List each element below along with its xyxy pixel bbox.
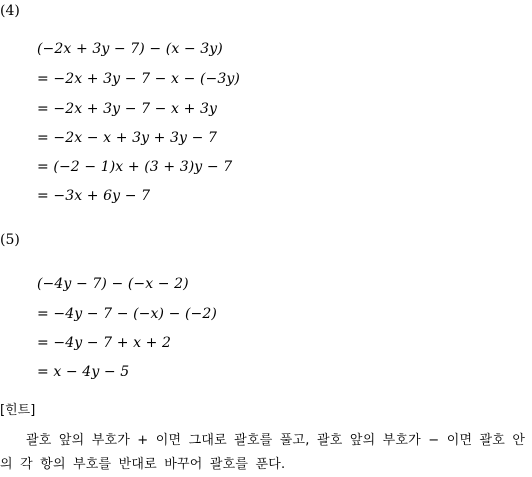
problem-4-line-3: = −2x + 3y − 7 − x + 3y (37, 101, 217, 117)
problem-5-line-1: (−4y − 7) − (−x − 2) (37, 276, 189, 292)
problem-4-line-5: = (−2 − 1)x + (3 + 3)y − 7 (37, 159, 233, 175)
problem-5-label: (5) (0, 232, 20, 248)
problem-4-label: (4) (0, 3, 20, 19)
problem-4-line-4: = −2x − x + 3y + 3y − 7 (37, 130, 217, 146)
problem-5-line-2: = −4y − 7 − (−x) − (−2) (37, 306, 217, 322)
problem-4-line-6: = −3x + 6y − 7 (37, 188, 151, 204)
problem-4-line-2: = −2x + 3y − 7 − x − (−3y) (37, 71, 240, 87)
problem-5-line-3: = −4y − 7 + x + 2 (37, 335, 172, 351)
problem-4-line-1: (−2x + 3y − 7) − (x − 3y) (37, 41, 223, 57)
hint-body: 괄호 앞의 부호가 + 이면 그대로 괄호를 풀고, 괄호 앞의 부호가 − 이면 괄호 안의 각 항의 부호를 반대로 바꾸어 괄호를 푼다. (0, 433, 526, 472)
hint-title: [힌트] (0, 403, 36, 418)
problem-5-line-4: = x − 4y − 5 (37, 364, 130, 380)
